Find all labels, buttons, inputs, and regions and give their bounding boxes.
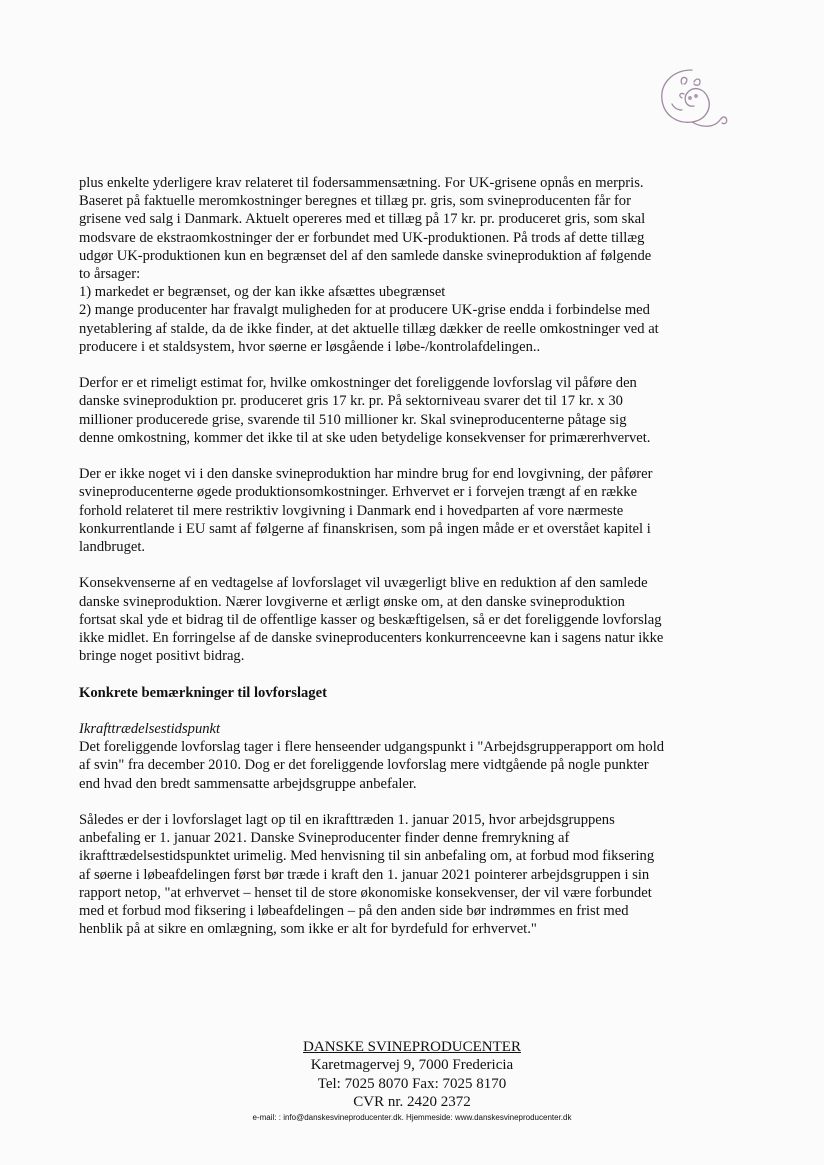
cvr-number: CVR nr. 2420 2372 (353, 1094, 471, 1111)
section-heading: Konkrete bemærkninger til lovforslaget (79, 684, 327, 701)
text-line: Derfor er et rimeligt estimat for, hvilke omkostninger det foreliggende lovforslag vil påføre den (79, 375, 637, 392)
text-line: svineproducenterne øgede produktionsomkostninger. Erhvervet er i forvejen trængt af en række (79, 484, 638, 501)
pig-swirl-logo-icon (652, 62, 732, 134)
letterhead-footer (0, 1038, 824, 1124)
text-line: fortsat skal yde et bidrag til de offentlige kasser og beskæftigelsen, så er det foreliggende lovforslag (79, 611, 662, 628)
text-line: Baseret på faktuelle meromkostninger beregnes et tillæg pr. gris, som svineproducenten får for (79, 193, 631, 210)
text-line: bringe noget positivt bidrag. (79, 648, 245, 665)
text-line: udgør UK-produktionen kun en begrænset del af den samlede danske svineproduktion af følgende (79, 247, 652, 264)
text-line: producere i et staldsystem, hvor søerne er løsgående i løbe-/kontrolafdelingen.. (79, 338, 541, 355)
phone-fax: Tel: 7025 8070 Fax: 7025 8170 (317, 1075, 507, 1092)
text-line: 2) mange producenter har fravalgt muligheden for at producere UK-grise endda i forbindelse med (79, 302, 650, 319)
text-line: forhold relateret til mere restriktiv lovgivning i Danmark end i hovedparten af vore nærmeste (79, 502, 624, 519)
text-line: henblik på at sikre en omlægning, som ikke er alt for byrdefuld for erhvervet." (79, 921, 537, 938)
text-line: millioner producerede grise, svarende til 510 millioner kr. Skal svineproducenterne påtage sig (79, 411, 627, 428)
text-line: af svin" fra december 2010. Dog er det foreliggende lovforslag mere vidtgående på nogle punkter (79, 757, 649, 774)
letter-body (79, 174, 751, 957)
text-line: konkurrentlande i EU samt af følgerne af finanskrisen, som på ingen måde er et overstået kapitel i (79, 520, 651, 537)
paragraph-cost-estimate (79, 374, 751, 447)
text-line: modsvare de ekstraomkostninger der er forbundet med UK-produktionen. På trods af dette tillæg (79, 229, 645, 246)
text-line: 1) markedet er begrænset, og der kan ikke afsættes ubegrænset (79, 284, 446, 301)
contact-info: e-mail: : info@danskesvineproducenter.dk. Hjemmeside: www.danskesvineproducenter.dk (252, 1112, 572, 1122)
paragraph-consequences (79, 574, 751, 665)
text-line: danske svineproduktion. Nærer lovgiverne et ærligt ønske om, at den danske svineproduktion (79, 593, 625, 610)
text-line: Konsekvenserne af en vedtagelse af lovforslaget vil uvægerligt blive en reduktion af den samlede (79, 575, 648, 592)
paragraph-effective-date-intro (79, 720, 751, 793)
address: Karetmagervej 9, 7000 Fredericia (310, 1057, 514, 1074)
text-line: landbruget. (79, 539, 146, 556)
text-line: Således er der i lovforslaget lagt op til en ikrafttræden 1. januar 2015, hvor arbejdsgruppens (79, 812, 615, 829)
text-line: denne omkostning, kommer det ikke til at ske uden betydelige konsekvenser for primærerhvervet. (79, 429, 651, 446)
paragraph-uk-production (79, 174, 751, 356)
text-line: anbefaling er 1. januar 2021. Danske Svineproducenter finder denne fremrykning af (79, 830, 570, 847)
text-line: af søerne i løbeafdelingen først bør træde i kraft den 1. januar 2021 pointerer arbejdsgruppen i sin (79, 866, 650, 883)
text-line: ikke midlet. En forringelse af de danske svineproducenters konkurrenceevne kan i sagens natur ikke (79, 630, 664, 647)
paragraph-effective-date-detail (79, 811, 751, 938)
text-line: Der er ikke noget vi i den danske svineproduktion har mindre brug for end lovgivning, der påfører (79, 466, 653, 483)
paragraph-legislation-burden (79, 465, 751, 556)
text-line: danske svineproduktion pr. produceret gris 17 kr. pr. På sektorniveau svarer det til 17 kr. x 30 (79, 393, 623, 410)
text-line: ikrafttrædelsestidspunktet urimelig. Med henvisning til sin anbefaling om, at forbud mod fiksering (79, 848, 655, 865)
organization-name: DANSKE SVINEPRODUCENTER (303, 1039, 521, 1055)
text-line: rapport netop, "at erhvervet – henset til de store økonomiske konsekvenser, der vil være forbundet (79, 884, 652, 901)
text-line: nyetablering af stalde, da de ikke finder, at det aktuelle tillæg dækker de reelle omkostninger ved at (79, 320, 659, 337)
text-line: end hvad den bredt sammensatte arbejdsgruppe anbefaler. (79, 775, 417, 792)
text-line: to årsager: (79, 266, 141, 283)
text-line: grisene ved salg i Danmark. Aktuelt opereres med et tillæg på 17 kr. pr. produceret gris, som skal (79, 211, 646, 228)
text-line: Det foreliggende lovforslag tager i flere henseender udgangspunkt i "Arbejdsgrupperapport om hold (79, 739, 665, 756)
text-line: med et forbud mod fiksering i løbeafdelingen – på den anden side bør indrømmes en frist med (79, 903, 629, 920)
text-line: plus enkelte yderligere krav relateret til fodersammensætning. For UK-grisene opnås en merpris. (79, 175, 644, 191)
subsection-heading: Ikrafttrædelsestidspunkt (79, 721, 221, 738)
